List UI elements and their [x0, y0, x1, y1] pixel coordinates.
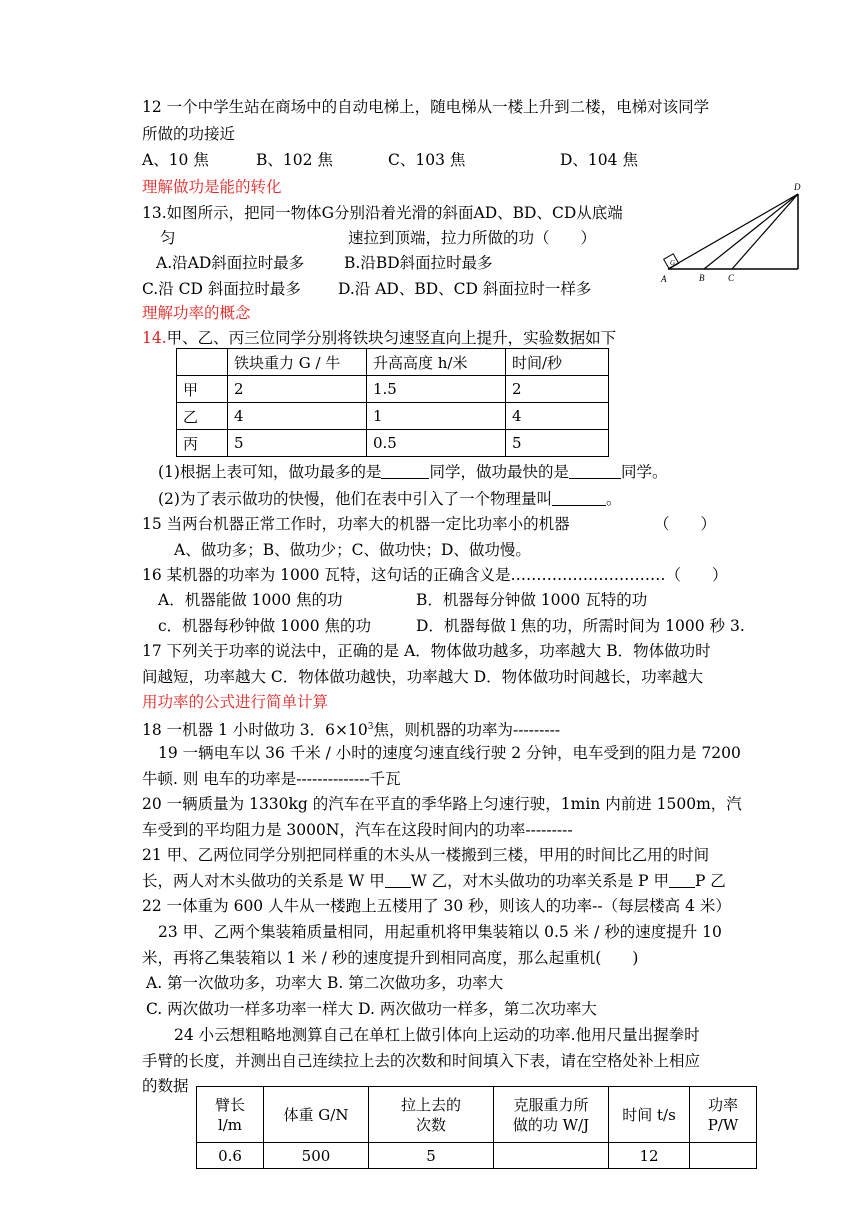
q16-option-c: c．机器每秒钟做 1000 焦的功: [158, 617, 371, 635]
table-cell: 1.5: [367, 376, 506, 403]
q13-line2b: 速拉到顶端，拉力所做的功（ ）: [348, 229, 597, 247]
table-cell: 0.6: [197, 1143, 264, 1169]
header-power: 功率: [707, 1095, 738, 1114]
table-header-cell: 升高高度 h/米: [367, 349, 506, 376]
q13-option-d: D.沿 AD、BD、CD 斜面拉时一样多: [338, 280, 592, 298]
q21-line2: [142, 871, 726, 891]
q17-line2: 间越短，功率越大 C．物体做功越快，功率越大 D．物体做功时间越长，功率越大: [142, 668, 704, 686]
table-cell: 甲: [177, 376, 228, 403]
table-cell: 4: [228, 403, 367, 430]
table-cell: 12: [609, 1143, 690, 1169]
q20-line1: 20 一辆质量为 1330kg 的汽车在平直的季华路上匀速行驶，1min 内前进 1500m，汽: [142, 795, 742, 813]
q13-option-a: A.沿AD斜面拉时最多: [156, 254, 305, 272]
q12-option-a: A、10 焦: [142, 151, 209, 169]
figure-label-a: A: [661, 274, 667, 284]
header-weight: 体重 G/N: [283, 1105, 349, 1124]
q12-option-d: D、104 焦: [560, 151, 638, 169]
q15-line1: 15 当两台机器正常工作时，功率大的机器一定比功率小的机器: [142, 515, 570, 533]
table-cell: 2: [228, 376, 367, 403]
table-cell: 乙: [177, 403, 228, 430]
q14-sub1-text-b: 同学，做功最快的是: [429, 463, 569, 481]
header-work-2: 做的功 W/J: [512, 1115, 590, 1134]
incline-figure: [658, 180, 808, 286]
q13-line2a: 匀: [160, 229, 176, 247]
table-header-cell: 铁块重力 G / 牛: [228, 349, 367, 376]
table-header-cell: [264, 1087, 369, 1143]
q14-data-table: [176, 348, 609, 457]
q18-line1: [142, 717, 560, 740]
q21-blank-power[interactable]: [669, 873, 695, 888]
q15-options: A、做功多；B、做功少；C、做功快；D、做功慢。: [174, 541, 531, 559]
table-header-row: [197, 1087, 757, 1143]
section-heading-power-formula: 用功率的公式进行简单计算: [142, 693, 329, 711]
table-header-cell: [690, 1087, 757, 1143]
figure-label-b: B: [699, 273, 705, 283]
q14-sub1: [158, 462, 668, 482]
q18-text-pre: 18 一机器 1 小时做功 3．6×10: [142, 721, 368, 739]
q14-blank-fastest[interactable]: [569, 464, 621, 479]
table-cell: 500: [264, 1143, 369, 1169]
q21-text-c: P 乙: [694, 872, 726, 890]
q14-sub2-text-b: 。: [605, 490, 622, 508]
q14-sub2: [158, 489, 621, 509]
q21-text-b: W 乙，对木头做功的功率关系是 P 甲: [410, 872, 669, 890]
figure-label-c: C: [728, 273, 735, 283]
header-time: 时间 t/s: [622, 1105, 676, 1124]
figure-label-d: D: [794, 182, 801, 192]
q23-options-cd: C. 两次做功一样多功率一样大 D. 两次做功一样多，第二次功率大: [146, 1000, 597, 1018]
table-header-cell: [197, 1087, 264, 1143]
q21-text-a: 长，两人对木头做功的关系是 W 甲: [142, 872, 385, 890]
table-cell-blank-power[interactable]: [690, 1143, 757, 1169]
section-heading-power-concept: 理解功率的概念: [142, 304, 251, 322]
q14-number: 14.: [142, 329, 167, 347]
header-arm-length: 臂长: [214, 1095, 245, 1114]
header-power-unit: P/W: [707, 1115, 739, 1134]
q12-options: [142, 150, 638, 170]
q14-question: [142, 328, 616, 348]
table-header-cell: [609, 1087, 690, 1143]
table-header-cell: [369, 1087, 494, 1143]
table-header-cell: [177, 349, 228, 376]
table-row: [177, 376, 609, 403]
q16-option-d: D．机器每做 l 焦的功，所需时间为 1000 秒 3.: [416, 617, 745, 635]
q23-line2: 米，再将乙集装箱以 1 米 / 秒的速度提升到相同高度，那么起重机( ): [142, 949, 639, 967]
q24-line1: 24 小云想粗略地测算自己在单杠上做引体向上运动的功率.他用尺量出握拳时: [174, 1026, 700, 1044]
table-header-row: [177, 349, 609, 376]
header-count-2: 次数: [415, 1115, 446, 1134]
table-row: [197, 1143, 757, 1169]
q14-text: 甲、乙、丙三位同学分别将铁块匀速竖直向上提升，实验数据如下: [166, 329, 617, 347]
q18-text-post: 焦，则机器的功率为---------: [373, 721, 561, 739]
q24-data-table: [196, 1086, 757, 1169]
q19-line1: 19 一辆电车以 36 千米 / 小时的速度匀速直线行驶 2 分钟，电车受到的阻力是 7200: [158, 744, 741, 762]
q16-option-b: B．机器每分钟做 1000 瓦特的功: [416, 591, 648, 609]
table-cell: 5: [369, 1143, 494, 1169]
table-cell: 丙: [177, 430, 228, 457]
q12-line2: 所做的功接近: [142, 125, 236, 143]
table-header-cell: 时间/秒: [506, 349, 609, 376]
q23-line1: 23 甲、乙两个集装箱质量相同，用起重机将甲集装箱以 0.5 米 / 秒的速度提升 10: [158, 923, 722, 941]
table-cell: 5: [228, 430, 367, 457]
q12-option-b: B、102 焦: [256, 151, 333, 169]
q20-line2: 车受到的平均阻力是 3000N，汽车在这段时间内的功率---------: [142, 821, 573, 839]
table-cell: 1: [367, 403, 506, 430]
table-header-cell: [494, 1087, 609, 1143]
header-arm-length-unit: l/m: [217, 1115, 243, 1134]
header-count: 拉上去的: [400, 1095, 461, 1114]
table-cell-blank-work[interactable]: [494, 1143, 609, 1169]
q17-line1: 17 下列关于功率的说法中，正确的是 A．物体做功越多，功率越大 B．物体做功时: [142, 642, 711, 660]
q14-sub1-text-c: 同学。: [620, 463, 668, 481]
table-row: [177, 430, 609, 457]
q13-option-b: B.沿BD斜面拉时最多: [344, 254, 493, 272]
q22-line1: 22 一体重为 600 人牛从一楼跑上五楼用了 30 秒，则该人的功率--（每层楼高 4 米）: [142, 897, 731, 915]
q14-sub1-text-a: (1)根据上表可知，做功最多的是: [158, 463, 382, 481]
table-cell: 0.5: [367, 430, 506, 457]
q14-blank-most-work[interactable]: [381, 464, 429, 479]
q14-blank-quantity[interactable]: [552, 491, 606, 506]
q12-line1: 12 一个中学生站在商场中的自动电梯上，随电梯从一楼上升到二楼，电梯对该同学: [142, 98, 710, 116]
q24-line2: 手臂的长度，并测出自己连续拉上去的次数和时间填入下表，请在空格处补上相应: [142, 1052, 701, 1070]
q15-paren: （ ）: [654, 515, 717, 533]
q24-line3: 的数据: [142, 1077, 189, 1095]
table-cell: 5: [506, 430, 609, 457]
q23-options-ab: A. 第一次做功多，功率大 B. 第二次做功多，功率大: [146, 974, 504, 992]
section-heading-energy: 理解做功是能的转化: [142, 178, 282, 196]
q21-line1: 21 甲、乙两位同学分别把同样重的木头从一楼搬到三楼，甲用的时间比乙用的时间: [142, 846, 710, 864]
q21-blank-work[interactable]: [385, 873, 411, 888]
q18-exponent: 3: [367, 722, 374, 732]
table-cell: 4: [506, 403, 609, 430]
table-cell: 2: [506, 376, 609, 403]
q16-line1: 16 某机器的功率为 1000 瓦特，这句话的正确含义是…………………………（ ）: [142, 566, 728, 584]
q12-option-c: C、103 焦: [388, 151, 466, 169]
figure-label-g: G: [670, 259, 676, 267]
header-work: 克服重力所: [513, 1095, 589, 1114]
q13-line1: 13.如图所示，把同一物体G分别沿着光滑的斜面AD、BD、CD从底端: [142, 204, 623, 222]
q14-sub2-text-a: (2)为了表示做功的快慢，他们在表中引入了一个物理量叫: [158, 490, 552, 508]
table-row: [177, 403, 609, 430]
q13-option-c: C.沿 CD 斜面拉时最多: [142, 280, 301, 298]
q16-option-a: A．机器能做 1000 焦的功: [158, 591, 343, 609]
q19-line2: 牛顿. 则 电车的功率是--------------千瓦: [142, 770, 401, 788]
